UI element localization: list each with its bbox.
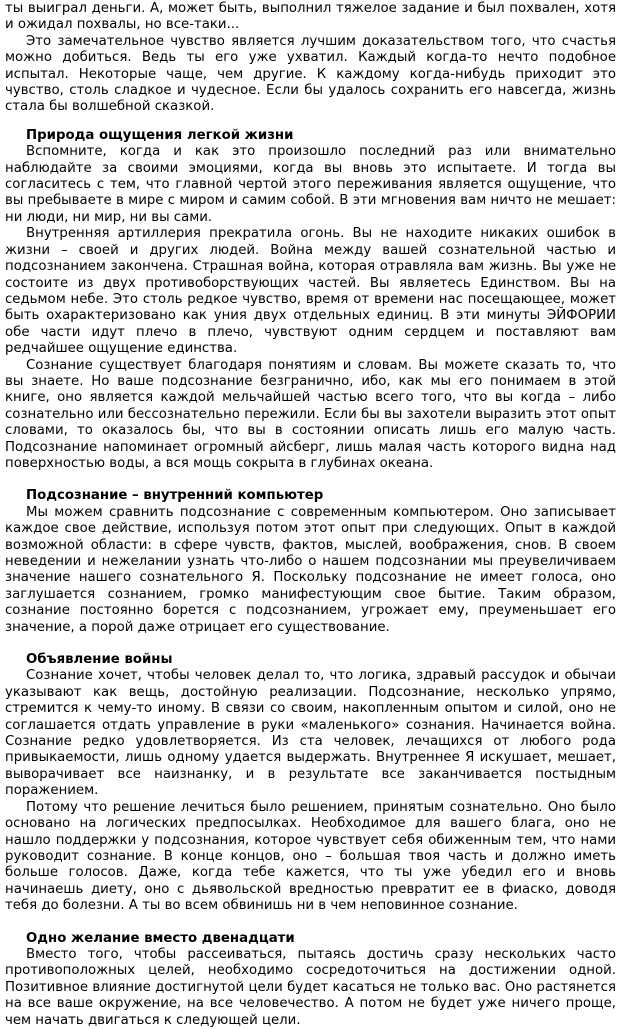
section-gap	[5, 472, 616, 488]
section-heading-nature-of-easy-life: Природа ощущения легкой жизни	[26, 127, 294, 143]
section-paragraph: Потому что решение лечиться было решением, принятым сознательно. Оно было основано на логических предпосылках. Необходимое для вашего блага, оно не нашло поддержки у подсознания, которое чувствует себя обиженным тем, что нами руководит сознание. В конце концов, оно – большая твоя часть и должно иметь больше голосов. Даже, когда тебе кажется, что ты уже убедил его и вновь начинаешь диету, оно с дьявольской вредностью превратит ее в фиаско, доводя тебя до болезни. А ты во всем обвинишь ни в чем неповинное сознание.	[5, 799, 616, 914]
section-paragraph: Сознание хочет, чтобы человек делал то, что логика, здравый рассудок и обычаи указывают как вещь, достойную реализации. Подсознание, несколько упрямо, стремится к чему-то иному. В связи со своим, накопленным опытом и силой, оно не соглашается отдать управление в руки «маленького» сознания. Начинается война. Сознание редко удовлетворяется. Из ста человек, лечащихся от любого рода привыкаемости, лишь одному удается выдержать. Внутреннее Я искушает, мешает, выворачивает все наизнанку, и в результате все заканчивается постыдным поражением.	[5, 668, 616, 799]
section-heading-subconscious-computer: Подсознание – внутренний компьютер	[26, 488, 324, 504]
section-paragraph: Вместо того, чтобы рассеиваться, пытаясь достичь сразу нескольких часто противоположных целей, необходимо сосредоточиться на достижении одной. Позитивное влияние достигнутой цели будет касаться не только вас. Оно растянется на все ваше окружение, на все человечество. А потом не будет уже ничего проще, чем начать двигаться к следующей цели.	[5, 946, 616, 1028]
section-gap	[5, 636, 616, 652]
section-gap	[5, 915, 616, 931]
section-paragraph: Сознание существует благодаря понятиям и словам. Вы можете сказать то, что вы знаете. Но ваше подсознание безгранично, ибо, как мы его понимаем в этой книге, оно является каждой мельчайшей частью всего того, что вы когда – либо сознательно или бессознательно пережили. Если бы вы захотели выразить этот опыт словами, то оказалось бы, что вы в состоянии описать лишь его малую часть. Подсознание напоминает огромный айсберг, лишь малая часть которого видна над поверхностью воды, а вся мощь сокрыта в глубинах океана.	[5, 357, 616, 471]
section-heading-one-wish: Одно желание вместо двенадцати	[26, 930, 295, 946]
section-paragraph: Внутренняя артиллерия прекратила огонь. Вы не находите никаких ошибок в жизни – своей и других людей. Война между вашей сознательной частью и подсознанием закончена. Страшная война, которая отравляла вам жизнь. Вы уже не состоите из двух противоборствующих частей. Вы являетесь Единством. Вы на седьмом небе. Это столь редкое чувство, время от времени нас посещающее, может быть охарактеризовано как уния двух отдельных единиц. В эти минуты ЭЙФОРИИ обе части идут плечо в плечо, чувствуют одним сердцем и поставляют вам редчайшее ощущение единства.	[5, 226, 616, 357]
section-gap	[5, 116, 616, 128]
intro-paragraph: Это замечательное чувство является лучшим доказательством того, что счастья можно добиться. Ведь ты его уже ухватил. Каждый когда-то нечто подобное испытал. Некоторые чаще, чем другие. К каждому когда-нибудь приходит это чувство, столь сладкое и чудесное. Если бы удалось сохранить его навсегда, жизнь стала бы волшебной сказкой.	[5, 33, 616, 115]
section-paragraph: Вспомните, когда и как это произошло последний раз или внимательно наблюдайте за своими эмоциями, когда вы вновь это испытаете. И тогда вы согласитесь с тем, что главной чертой этого переживания является ощущение, что вы пребываете в мире с миром и самим собой. В эти мгновения вам ничто не мешает: ни люди, ни мир, ни вы сами.	[5, 144, 616, 225]
section-paragraph: Мы можем сравнить подсознание с современным компьютером. Оно записывает каждое свое действие, используя потом этот опыт при следующих. Опыт в каждой возможной области: в сфере чувств, фактов, мыслей, воображения, снов. В своем неведении и нежелании узнать что-либо о нашем подсознании мы преувеличиваем значение нашего сознательного Я. Поскольку подсознание не имеет голоса, оно заглушается сознанием, громко манифестующим свое бытие. Таким образом, сознание постоянно борется с подсознанием, угрожает ему, преуменьшает его значение, а порой даже отрицает его существование.	[5, 504, 616, 635]
section-heading-declaration-of-war: Объявление войны	[26, 652, 173, 668]
intro-paragraph-continued: ты выиграл деньги. А, может быть, выполнил тяжелое задание и был похвален, хотя и ожидал похвалы, но все-таки...	[5, 1, 616, 33]
